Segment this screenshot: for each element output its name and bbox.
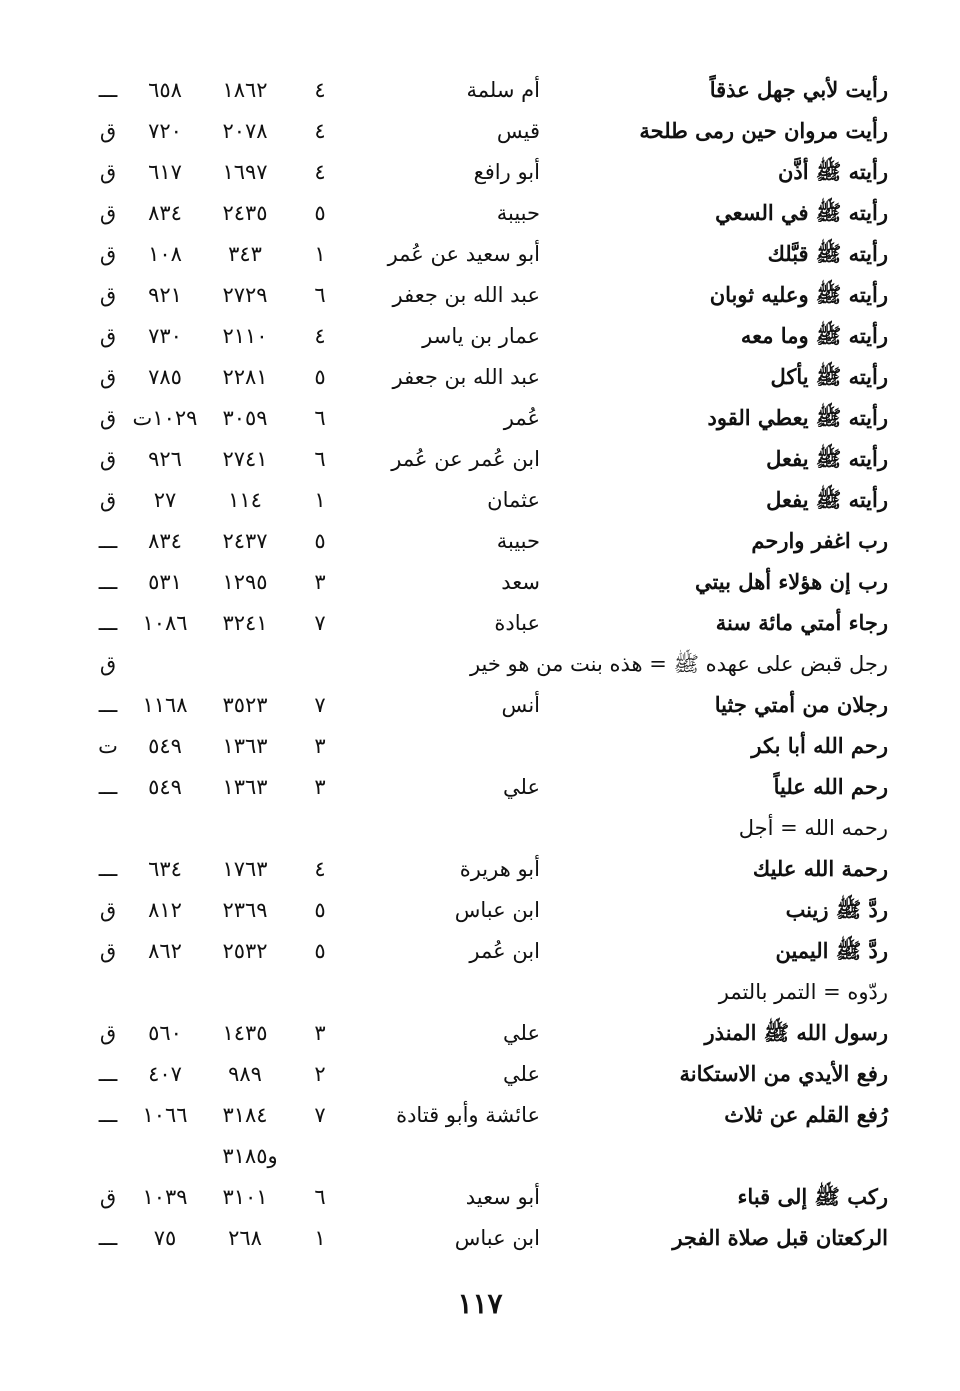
entry-source-mark: ـــ [98, 1226, 118, 1250]
entry-hadith-number: ٢١١٠ [222, 324, 268, 348]
entry-source-mark: ق [99, 283, 117, 307]
index-row [0, 1056, 960, 1092]
entry-narrator: عُمر [503, 406, 540, 430]
entry-heading: رأيته ﷺ قبَّلك [767, 241, 888, 266]
entry-heading: رجلان من أمتي جثيا [714, 692, 888, 717]
index-row [0, 810, 960, 846]
entry-page-number: ١٠٨ [148, 242, 182, 266]
entry-hadith-number: ١٧٦٣ [222, 857, 268, 881]
entry-page-number: ٥٤٩ [148, 775, 182, 799]
entry-hadith-number: ١٦٩٧ [222, 160, 268, 184]
index-row [0, 892, 960, 928]
entry-hadith-number: ٣٥٢٣ [222, 693, 268, 717]
entry-hadith-number: ١٢٩٥ [222, 570, 268, 594]
entry-hadith-number: ٣٤٣ [228, 242, 262, 266]
entry-volume: ٥ [314, 201, 326, 225]
entry-page-number: ١٠٢٩ت [132, 406, 198, 430]
index-row [0, 113, 960, 149]
entry-narrator: سعد [501, 570, 540, 594]
entry-hadith-number: ٢٠٧٨ [222, 119, 268, 143]
entry-heading: رأيته ﷺ يفعل [766, 446, 888, 471]
entry-heading: رب إن هؤلاء أهل بيتي [694, 569, 888, 594]
entry-hadith-number: ٩٨٩ [228, 1062, 262, 1086]
entry-narrator: ابن عباس [454, 1226, 540, 1250]
entry-hadith-number: ١١٤ [228, 488, 262, 512]
entry-heading: ردَّ ﷺ اليمين [775, 938, 888, 963]
entry-page-number: ٥٣١ [148, 570, 182, 594]
index-row [0, 974, 960, 1010]
entry-narrator: أم سلمة [466, 78, 540, 102]
entry-page-number: ٥٦٠ [148, 1021, 182, 1045]
entry-volume: ٧ [314, 611, 326, 635]
index-row [0, 1015, 960, 1051]
entry-heading: رأيت مروان حين رمى طلحة [639, 118, 888, 143]
entry-volume: ٤ [314, 160, 326, 184]
index-row [0, 851, 960, 887]
entry-full-line: ردّوه = التمر بالتمر [718, 980, 888, 1004]
entry-hadith-number: ١٨٦٢ [222, 78, 268, 102]
entry-hadith-number: ١٣٦٣ [222, 775, 268, 799]
entry-source-mark: ت [98, 734, 118, 758]
index-row [0, 769, 960, 805]
entry-page-number: ١٠٨٦ [142, 611, 188, 635]
entry-heading: ردَّ ﷺ زينب [785, 897, 888, 922]
entry-heading: رحمة الله عليك [752, 856, 888, 881]
entry-volume: ٤ [314, 78, 326, 102]
entry-page-number: ٧٨٥ [148, 365, 182, 389]
index-row [0, 441, 960, 477]
entry-narrator: عبد الله بن جعفر [392, 365, 540, 389]
entry-source-mark: ق [99, 447, 117, 471]
entry-narrator: أبو هريرة [459, 857, 540, 881]
entry-volume: ٦ [314, 1185, 326, 1209]
entry-source-mark: ـــ [98, 693, 118, 717]
entry-narrator: عمار بن ياسر [422, 324, 540, 348]
entry-source-mark: ق [99, 898, 117, 922]
entry-source-mark: ق [99, 652, 117, 676]
index-row [0, 564, 960, 600]
entry-page-number: ٨٦٢ [148, 939, 182, 963]
entry-narrator: ابن عُمر عن عُمر [391, 447, 540, 471]
entry-narrator: أبو سعيد عن عُمر [387, 242, 540, 266]
entry-source-mark: ق [99, 1185, 117, 1209]
entry-volume: ٣ [314, 775, 326, 799]
index-row [0, 646, 960, 682]
index-row [0, 400, 960, 436]
entry-source-mark: ـــ [98, 1103, 118, 1127]
entry-heading: ركب ﷺ إلى قباء [737, 1184, 888, 1209]
index-row [0, 1138, 960, 1174]
entry-hadith-number: ٣٢٤١ [222, 611, 268, 635]
entry-page-number: ٩٢١ [148, 283, 182, 307]
entry-hadith-number: ١٣٦٣ [222, 734, 268, 758]
entry-continuation: و٣١٨٥ [222, 1144, 278, 1168]
entry-volume: ٣ [314, 570, 326, 594]
index-row [0, 154, 960, 190]
entry-page-number: ٢٧ [153, 488, 177, 512]
entry-hadith-number: ٢٤٣٧ [222, 529, 268, 553]
entry-heading: رُفع القلم عن ثلاث [724, 1102, 888, 1127]
entry-source-mark: ـــ [98, 570, 118, 594]
entry-volume: ٣ [314, 734, 326, 758]
entry-narrator: عائشة وأبو قتادة [396, 1103, 540, 1127]
index-row [0, 318, 960, 354]
index-row [0, 195, 960, 231]
entry-source-mark: ق [99, 201, 117, 225]
entry-hadith-number: ٢٥٣٢ [222, 939, 268, 963]
entry-page-number: ٦٣٤ [148, 857, 182, 881]
entry-heading: الركعتان قبل صلاة الفجر [672, 1225, 888, 1250]
entry-heading: رأيته ﷺ يأكل [770, 364, 888, 389]
entry-page-number: ٧٣٠ [148, 324, 182, 348]
entry-source-mark: ـــ [98, 529, 118, 553]
entry-heading: رسول الله ﷺ المنذر [704, 1020, 888, 1045]
entry-heading: رحم الله علياً [773, 774, 888, 799]
entry-source-mark: ق [99, 406, 117, 430]
entry-page-number: ٩٢٦ [148, 447, 182, 471]
index-row [0, 359, 960, 395]
entry-heading: رأيته ﷺ وعليه ثوبان [709, 282, 888, 307]
entry-page-number: ٨٣٤ [148, 201, 182, 225]
entry-hadith-number: ٢٦٨ [228, 1226, 262, 1250]
index-row [0, 1097, 960, 1133]
entry-page-number: ٨١٢ [148, 898, 182, 922]
entry-volume: ٦ [314, 406, 326, 430]
entry-source-mark: ـــ [98, 611, 118, 635]
entry-source-mark: ق [99, 365, 117, 389]
entry-volume: ٥ [314, 898, 326, 922]
entry-volume: ١ [314, 242, 326, 266]
entry-volume: ٥ [314, 939, 326, 963]
page-number: ١١٧ [457, 1287, 503, 1320]
entry-narrator: عبد الله بن جعفر [392, 283, 540, 307]
entry-heading: رأيته ﷺ يفعل [766, 487, 888, 512]
entry-source-mark: ـــ [98, 78, 118, 102]
entry-volume: ٥ [314, 529, 326, 553]
entry-page-number: ١٠٣٩ [142, 1185, 188, 1209]
entry-volume: ٦ [314, 447, 326, 471]
entry-page-number: ٥٤٩ [148, 734, 182, 758]
entry-heading: رجاء أمتي مائة سنة [715, 610, 888, 635]
entry-page-number: ٨٣٤ [148, 529, 182, 553]
index-row [0, 1220, 960, 1256]
entry-volume: ٣ [314, 1021, 326, 1045]
entry-volume: ٧ [314, 1103, 326, 1127]
entry-heading: رأيته ﷺ أذَّن [777, 159, 888, 184]
index-row [0, 277, 960, 313]
entry-hadith-number: ٢٢٨١ [222, 365, 268, 389]
entry-narrator: أبو سعيد [465, 1185, 540, 1209]
entry-narrator: علي [503, 1062, 540, 1086]
entry-narrator: أنس [501, 693, 540, 717]
entry-source-mark: ق [99, 1021, 117, 1045]
entry-full-line: رجل قبض على عهده ﷺ = هذه بنت من هو خير [469, 652, 888, 676]
entry-narrator: حبيبة [496, 529, 540, 553]
entry-page-number: ٧٢٠ [148, 119, 182, 143]
entry-narrator: قيس [496, 119, 540, 143]
entry-source-mark: ـــ [98, 857, 118, 881]
entry-volume: ٢ [314, 1062, 326, 1086]
index-row [0, 1179, 960, 1215]
entry-hadith-number: ٢٧٤١ [222, 447, 268, 471]
index-row [0, 72, 960, 108]
entry-heading: رأيته ﷺ يعطي القود [707, 405, 888, 430]
entry-page-number: ١٠٦٦ [142, 1103, 188, 1127]
entry-heading: رأيته ﷺ في السعي [715, 200, 888, 225]
entry-source-mark: ق [99, 939, 117, 963]
index-row [0, 728, 960, 764]
entry-hadith-number: ٢٧٢٩ [222, 283, 268, 307]
entry-volume: ٦ [314, 283, 326, 307]
entry-source-mark: ـــ [98, 1062, 118, 1086]
index-row [0, 933, 960, 969]
entry-page-number: ١١٦٨ [142, 693, 188, 717]
entry-volume: ٥ [314, 365, 326, 389]
index-row [0, 605, 960, 641]
entry-volume: ١ [314, 1226, 326, 1250]
entry-volume: ٤ [314, 119, 326, 143]
entry-source-mark: ق [99, 160, 117, 184]
index-row [0, 482, 960, 518]
entry-volume: ٤ [314, 857, 326, 881]
entry-narrator: علي [503, 775, 540, 799]
entry-hadith-number: ٣١٠١ [222, 1185, 268, 1209]
entry-heading: رأيته ﷺ وما معه [740, 323, 888, 348]
entry-hadith-number: ٣٠٥٩ [222, 406, 268, 430]
entry-full-line: رحمه الله = أجل [738, 816, 888, 840]
entry-narrator: ابن عباس [454, 898, 540, 922]
entry-hadith-number: ٢٤٣٥ [222, 201, 268, 225]
entry-narrator: حبيبة [496, 201, 540, 225]
entry-narrator: علي [503, 1021, 540, 1045]
index-row [0, 687, 960, 723]
entry-hadith-number: ٣١٨٤ [222, 1103, 268, 1127]
index-row [0, 523, 960, 559]
entry-heading: رفع الأيدي من الاستكانة [679, 1061, 888, 1086]
entry-page-number: ٧٥ [153, 1226, 177, 1250]
entry-narrator: عبادة [494, 611, 540, 635]
entry-narrator: عثمان [487, 488, 540, 512]
entry-hadith-number: ٢٣٦٩ [222, 898, 268, 922]
index-row [0, 236, 960, 272]
entry-hadith-number: ١٤٣٥ [222, 1021, 268, 1045]
entry-source-mark: ق [99, 488, 117, 512]
entry-heading: رب اغفر وارحم [751, 528, 888, 553]
entry-narrator: أبو رافع [473, 160, 540, 184]
entry-volume: ٧ [314, 693, 326, 717]
entry-heading: رحم الله أبا بكر [751, 733, 888, 758]
entry-source-mark: ق [99, 324, 117, 348]
entry-page-number: ٦١٧ [148, 160, 182, 184]
entry-page-number: ٦٥٨ [148, 78, 182, 102]
entry-volume: ١ [314, 488, 326, 512]
entry-source-mark: ـــ [98, 775, 118, 799]
entry-source-mark: ق [99, 242, 117, 266]
entry-narrator: ابن عُمر [469, 939, 540, 963]
entry-page-number: ٤٠٧ [148, 1062, 182, 1086]
entry-volume: ٤ [314, 324, 326, 348]
entry-heading: رأيت لأبي جهل عذقاً [709, 77, 888, 102]
entry-source-mark: ق [99, 119, 117, 143]
